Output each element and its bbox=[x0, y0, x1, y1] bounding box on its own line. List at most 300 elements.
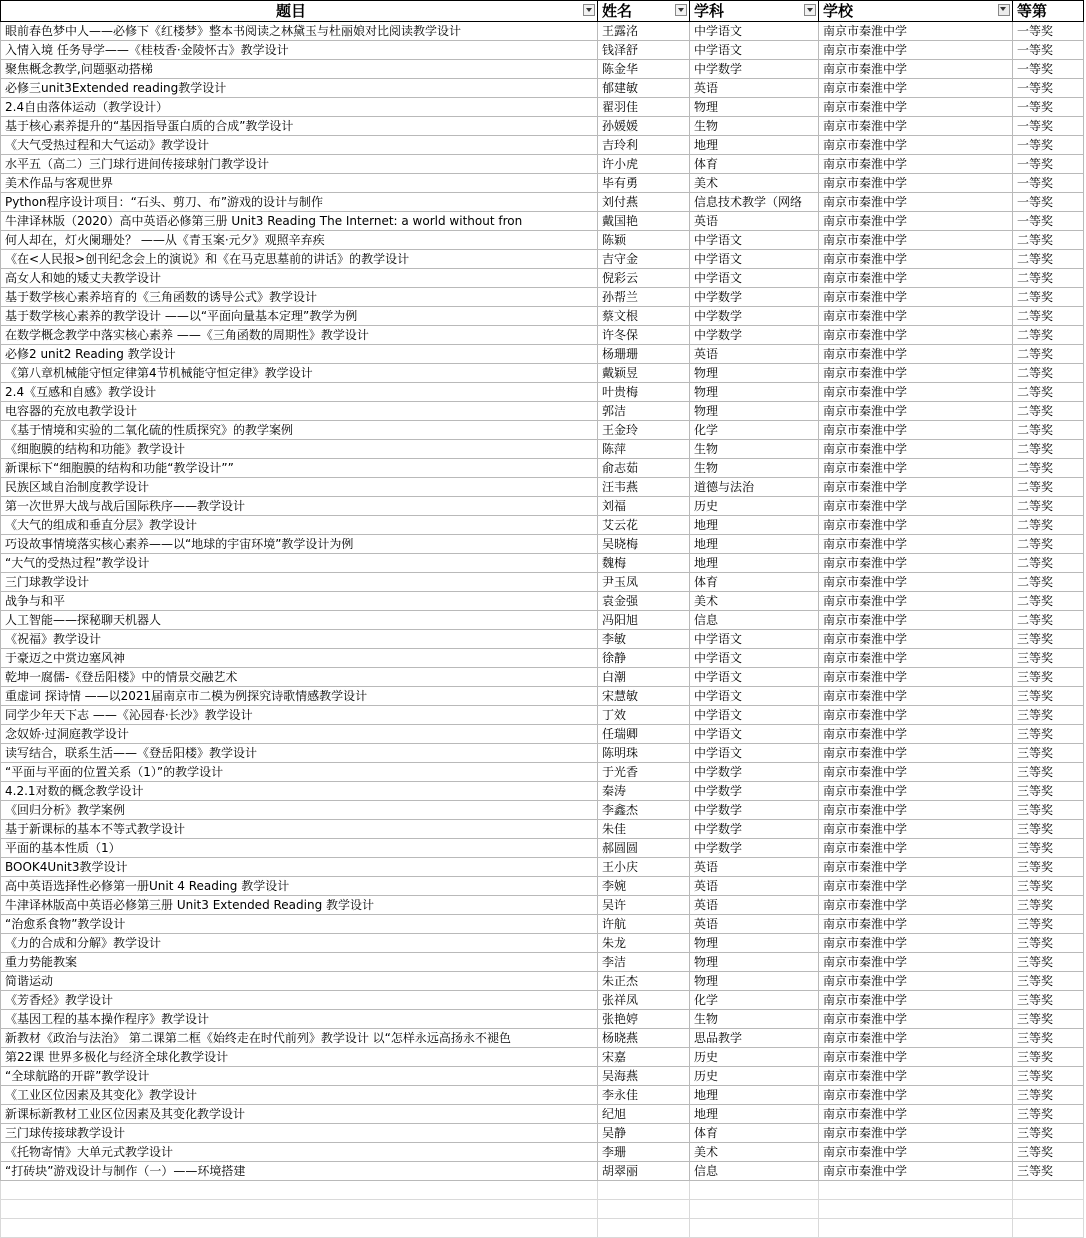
cell-title[interactable]: 三门球传接球教学设计 bbox=[1, 1124, 598, 1143]
empty-cell[interactable] bbox=[1, 1200, 598, 1219]
cell-title[interactable]: 平面的基本性质（1） bbox=[1, 839, 598, 858]
cell-name[interactable]: 吴许 bbox=[598, 896, 690, 915]
cell-subject[interactable]: 历史 bbox=[690, 497, 819, 516]
cell-name[interactable]: 张艳婷 bbox=[598, 1010, 690, 1029]
cell-name[interactable]: 毕有勇 bbox=[598, 174, 690, 193]
cell-school[interactable]: 南京市秦淮中学 bbox=[819, 649, 1013, 668]
cell-subject[interactable]: 生物 bbox=[690, 440, 819, 459]
cell-subject[interactable]: 美术 bbox=[690, 592, 819, 611]
cell-name[interactable]: 徐静 bbox=[598, 649, 690, 668]
cell-award[interactable]: 三等奖 bbox=[1013, 687, 1084, 706]
cell-title[interactable]: Python程序设计项目：“石头、剪刀、布”游戏的设计与制作 bbox=[1, 193, 598, 212]
cell-subject[interactable]: 历史 bbox=[690, 1048, 819, 1067]
cell-title[interactable]: 《在<人民报>创刊纪念会上的演说》和《在马克思墓前的讲话》的教学设计 bbox=[1, 250, 598, 269]
cell-school[interactable]: 南京市秦淮中学 bbox=[819, 79, 1013, 98]
cell-award[interactable]: 三等奖 bbox=[1013, 1086, 1084, 1105]
cell-name[interactable]: 冯阳旭 bbox=[598, 611, 690, 630]
cell-title[interactable]: BOOK4Unit3教学设计 bbox=[1, 858, 598, 877]
cell-award[interactable]: 一等奖 bbox=[1013, 98, 1084, 117]
cell-name[interactable]: 杨晓燕 bbox=[598, 1029, 690, 1048]
cell-award[interactable]: 三等奖 bbox=[1013, 1029, 1084, 1048]
cell-name[interactable]: 王小庆 bbox=[598, 858, 690, 877]
cell-school[interactable]: 南京市秦淮中学 bbox=[819, 611, 1013, 630]
cell-subject[interactable]: 信息技术教学（网络 bbox=[690, 193, 819, 212]
cell-award[interactable]: 一等奖 bbox=[1013, 155, 1084, 174]
cell-school[interactable]: 南京市秦淮中学 bbox=[819, 877, 1013, 896]
cell-award[interactable]: 二等奖 bbox=[1013, 288, 1084, 307]
cell-name[interactable]: 朱正杰 bbox=[598, 972, 690, 991]
cell-name[interactable]: 魏梅 bbox=[598, 554, 690, 573]
cell-title[interactable]: 《基因工程的基本操作程序》教学设计 bbox=[1, 1010, 598, 1029]
cell-award[interactable]: 三等奖 bbox=[1013, 668, 1084, 687]
cell-award[interactable]: 三等奖 bbox=[1013, 1010, 1084, 1029]
cell-name[interactable]: 孙媛媛 bbox=[598, 117, 690, 136]
cell-school[interactable]: 南京市秦淮中学 bbox=[819, 725, 1013, 744]
cell-school[interactable]: 南京市秦淮中学 bbox=[819, 22, 1013, 41]
cell-title[interactable]: “全球航路的开辟”教学设计 bbox=[1, 1067, 598, 1086]
cell-award[interactable]: 二等奖 bbox=[1013, 497, 1084, 516]
cell-school[interactable]: 南京市秦淮中学 bbox=[819, 364, 1013, 383]
cell-award[interactable]: 三等奖 bbox=[1013, 915, 1084, 934]
cell-subject[interactable]: 信息 bbox=[690, 1162, 819, 1181]
cell-award[interactable]: 三等奖 bbox=[1013, 820, 1084, 839]
cell-subject[interactable]: 美术 bbox=[690, 1143, 819, 1162]
cell-title[interactable]: 乾坤一腐儒-《登岳阳楼》中的情景交融艺术 bbox=[1, 668, 598, 687]
cell-award[interactable]: 二等奖 bbox=[1013, 364, 1084, 383]
cell-school[interactable]: 南京市秦淮中学 bbox=[819, 820, 1013, 839]
cell-award[interactable]: 一等奖 bbox=[1013, 60, 1084, 79]
cell-title[interactable]: 重虚词 探诗情 ——以2021届南京市二模为例探究诗歌情感教学设计 bbox=[1, 687, 598, 706]
cell-title[interactable]: 必修2 unit2 Reading 教学设计 bbox=[1, 345, 598, 364]
filter-active-icon[interactable] bbox=[998, 4, 1010, 16]
cell-title[interactable]: 重力势能教案 bbox=[1, 953, 598, 972]
cell-title[interactable]: 新课标新教材工业区位因素及其变化教学设计 bbox=[1, 1105, 598, 1124]
cell-name[interactable]: 翟羽佳 bbox=[598, 98, 690, 117]
cell-name[interactable]: 蔡文根 bbox=[598, 307, 690, 326]
cell-award[interactable]: 一等奖 bbox=[1013, 212, 1084, 231]
cell-school[interactable]: 南京市秦淮中学 bbox=[819, 402, 1013, 421]
cell-name[interactable]: 陈萍 bbox=[598, 440, 690, 459]
cell-school[interactable]: 南京市秦淮中学 bbox=[819, 269, 1013, 288]
cell-award[interactable]: 二等奖 bbox=[1013, 250, 1084, 269]
cell-school[interactable]: 南京市秦淮中学 bbox=[819, 554, 1013, 573]
cell-subject[interactable]: 英语 bbox=[690, 79, 819, 98]
cell-school[interactable]: 南京市秦淮中学 bbox=[819, 953, 1013, 972]
cell-subject[interactable]: 信息 bbox=[690, 611, 819, 630]
cell-subject[interactable]: 化学 bbox=[690, 421, 819, 440]
cell-subject[interactable]: 英语 bbox=[690, 212, 819, 231]
cell-school[interactable]: 南京市秦淮中学 bbox=[819, 1029, 1013, 1048]
cell-award[interactable]: 三等奖 bbox=[1013, 1105, 1084, 1124]
cell-subject[interactable]: 物理 bbox=[690, 972, 819, 991]
cell-award[interactable]: 二等奖 bbox=[1013, 516, 1084, 535]
cell-subject[interactable]: 物理 bbox=[690, 953, 819, 972]
cell-title[interactable]: 《基于情境和实验的二氧化硫的性质探究》的教学案例 bbox=[1, 421, 598, 440]
cell-award[interactable]: 二等奖 bbox=[1013, 611, 1084, 630]
cell-title[interactable]: 高中英语选择性必修第一册Unit 4 Reading 教学设计 bbox=[1, 877, 598, 896]
cell-name[interactable]: 许冬保 bbox=[598, 326, 690, 345]
cell-subject[interactable]: 中学语文 bbox=[690, 744, 819, 763]
cell-school[interactable]: 南京市秦淮中学 bbox=[819, 1010, 1013, 1029]
cell-title[interactable]: 基于核心素养提升的“基因指导蛋白质的合成”教学设计 bbox=[1, 117, 598, 136]
cell-name[interactable]: 丁效 bbox=[598, 706, 690, 725]
cell-school[interactable]: 南京市秦淮中学 bbox=[819, 136, 1013, 155]
cell-subject[interactable]: 中学数学 bbox=[690, 801, 819, 820]
cell-school[interactable]: 南京市秦淮中学 bbox=[819, 307, 1013, 326]
cell-title[interactable]: 美术作品与客观世界 bbox=[1, 174, 598, 193]
empty-cell[interactable] bbox=[1013, 1200, 1084, 1219]
cell-school[interactable]: 南京市秦淮中学 bbox=[819, 592, 1013, 611]
cell-name[interactable]: 郁建敏 bbox=[598, 79, 690, 98]
empty-cell[interactable] bbox=[598, 1219, 690, 1238]
cell-name[interactable]: 吴晓梅 bbox=[598, 535, 690, 554]
cell-title[interactable]: 水平五（高二）三门球行进间传接球射门教学设计 bbox=[1, 155, 598, 174]
empty-cell[interactable] bbox=[1013, 1219, 1084, 1238]
cell-subject[interactable]: 中学语文 bbox=[690, 630, 819, 649]
cell-subject[interactable]: 物理 bbox=[690, 934, 819, 953]
cell-award[interactable]: 三等奖 bbox=[1013, 1067, 1084, 1086]
cell-name[interactable]: 白潮 bbox=[598, 668, 690, 687]
cell-school[interactable]: 南京市秦淮中学 bbox=[819, 383, 1013, 402]
cell-school[interactable]: 南京市秦淮中学 bbox=[819, 934, 1013, 953]
cell-school[interactable]: 南京市秦淮中学 bbox=[819, 98, 1013, 117]
cell-award[interactable]: 一等奖 bbox=[1013, 117, 1084, 136]
cell-title[interactable]: 第22课 世界多极化与经济全球化教学设计 bbox=[1, 1048, 598, 1067]
cell-school[interactable]: 南京市秦淮中学 bbox=[819, 1105, 1013, 1124]
cell-title[interactable]: 基于新课标的基本不等式教学设计 bbox=[1, 820, 598, 839]
cell-subject[interactable]: 中学语文 bbox=[690, 649, 819, 668]
cell-name[interactable]: 许航 bbox=[598, 915, 690, 934]
cell-award[interactable]: 二等奖 bbox=[1013, 269, 1084, 288]
column-header-award[interactable] bbox=[1013, 1, 1084, 22]
cell-award[interactable]: 三等奖 bbox=[1013, 934, 1084, 953]
cell-school[interactable]: 南京市秦淮中学 bbox=[819, 744, 1013, 763]
cell-name[interactable]: 纪旭 bbox=[598, 1105, 690, 1124]
cell-school[interactable]: 南京市秦淮中学 bbox=[819, 839, 1013, 858]
cell-subject[interactable]: 中学数学 bbox=[690, 60, 819, 79]
cell-name[interactable]: 王金玲 bbox=[598, 421, 690, 440]
cell-school[interactable]: 南京市秦淮中学 bbox=[819, 440, 1013, 459]
cell-name[interactable]: 吉守金 bbox=[598, 250, 690, 269]
cell-subject[interactable]: 中学语文 bbox=[690, 231, 819, 250]
cell-award[interactable]: 二等奖 bbox=[1013, 307, 1084, 326]
cell-subject[interactable]: 中学数学 bbox=[690, 326, 819, 345]
cell-subject[interactable]: 地理 bbox=[690, 1105, 819, 1124]
cell-award[interactable]: 二等奖 bbox=[1013, 440, 1084, 459]
cell-title[interactable]: 简谐运动 bbox=[1, 972, 598, 991]
cell-name[interactable]: 俞志茹 bbox=[598, 459, 690, 478]
cell-school[interactable]: 南京市秦淮中学 bbox=[819, 801, 1013, 820]
cell-title[interactable]: 第一次世界大战与战后国际秩序——教学设计 bbox=[1, 497, 598, 516]
empty-cell[interactable] bbox=[819, 1181, 1013, 1200]
cell-name[interactable]: 陈颖 bbox=[598, 231, 690, 250]
cell-name[interactable]: 汪韦燕 bbox=[598, 478, 690, 497]
cell-school[interactable]: 南京市秦淮中学 bbox=[819, 896, 1013, 915]
cell-subject[interactable]: 中学数学 bbox=[690, 763, 819, 782]
cell-school[interactable]: 南京市秦淮中学 bbox=[819, 972, 1013, 991]
cell-name[interactable]: 李珊 bbox=[598, 1143, 690, 1162]
cell-school[interactable]: 南京市秦淮中学 bbox=[819, 1162, 1013, 1181]
cell-name[interactable]: 宋嘉 bbox=[598, 1048, 690, 1067]
cell-award[interactable]: 二等奖 bbox=[1013, 535, 1084, 554]
cell-title[interactable]: 《芳香烃》教学设计 bbox=[1, 991, 598, 1010]
filter-dropdown-icon[interactable] bbox=[675, 4, 687, 16]
empty-cell[interactable] bbox=[598, 1200, 690, 1219]
cell-title[interactable]: 巧设故事情境落实核心素养——以“地球的宇宙环境”教学设计为例 bbox=[1, 535, 598, 554]
cell-subject[interactable]: 物理 bbox=[690, 364, 819, 383]
cell-school[interactable]: 南京市秦淮中学 bbox=[819, 573, 1013, 592]
cell-school[interactable]: 南京市秦淮中学 bbox=[819, 497, 1013, 516]
cell-subject[interactable]: 中学数学 bbox=[690, 782, 819, 801]
cell-award[interactable]: 三等奖 bbox=[1013, 801, 1084, 820]
cell-subject[interactable]: 英语 bbox=[690, 915, 819, 934]
cell-title[interactable]: 何人却在，灯火阑珊处？ ——从《青玉案·元夕》观照辛弃疾 bbox=[1, 231, 598, 250]
cell-title[interactable]: 电容器的充放电教学设计 bbox=[1, 402, 598, 421]
cell-subject[interactable]: 生物 bbox=[690, 1010, 819, 1029]
cell-award[interactable]: 二等奖 bbox=[1013, 231, 1084, 250]
cell-name[interactable]: 郭洁 bbox=[598, 402, 690, 421]
cell-name[interactable]: 吴静 bbox=[598, 1124, 690, 1143]
cell-award[interactable]: 二等奖 bbox=[1013, 554, 1084, 573]
cell-award[interactable]: 三等奖 bbox=[1013, 896, 1084, 915]
cell-award[interactable]: 一等奖 bbox=[1013, 79, 1084, 98]
cell-award[interactable]: 二等奖 bbox=[1013, 383, 1084, 402]
cell-award[interactable]: 二等奖 bbox=[1013, 592, 1084, 611]
cell-award[interactable]: 三等奖 bbox=[1013, 1143, 1084, 1162]
cell-title[interactable]: 入情入境 任务导学——《桂枝香·金陵怀古》教学设计 bbox=[1, 41, 598, 60]
cell-subject[interactable]: 地理 bbox=[690, 535, 819, 554]
cell-award[interactable]: 一等奖 bbox=[1013, 41, 1084, 60]
cell-name[interactable]: 李洁 bbox=[598, 953, 690, 972]
cell-subject[interactable]: 中学语文 bbox=[690, 269, 819, 288]
cell-name[interactable]: 吉玲利 bbox=[598, 136, 690, 155]
cell-school[interactable]: 南京市秦淮中学 bbox=[819, 763, 1013, 782]
cell-award[interactable]: 一等奖 bbox=[1013, 174, 1084, 193]
cell-school[interactable]: 南京市秦淮中学 bbox=[819, 250, 1013, 269]
cell-name[interactable]: 刘付燕 bbox=[598, 193, 690, 212]
cell-school[interactable]: 南京市秦淮中学 bbox=[819, 212, 1013, 231]
cell-title[interactable]: 读写结合，联系生活——《登岳阳楼》教学设计 bbox=[1, 744, 598, 763]
cell-name[interactable]: 孙帮兰 bbox=[598, 288, 690, 307]
cell-title[interactable]: 聚焦概念教学,问题驱动搭梯 bbox=[1, 60, 598, 79]
cell-school[interactable]: 南京市秦淮中学 bbox=[819, 687, 1013, 706]
cell-school[interactable]: 南京市秦淮中学 bbox=[819, 706, 1013, 725]
cell-award[interactable]: 一等奖 bbox=[1013, 193, 1084, 212]
cell-name[interactable]: 陈明珠 bbox=[598, 744, 690, 763]
cell-title[interactable]: 三门球教学设计 bbox=[1, 573, 598, 592]
cell-award[interactable]: 三等奖 bbox=[1013, 839, 1084, 858]
cell-title[interactable]: 于豪迈之中赏边塞风神 bbox=[1, 649, 598, 668]
empty-cell[interactable] bbox=[690, 1181, 819, 1200]
cell-subject[interactable]: 中学数学 bbox=[690, 839, 819, 858]
cell-subject[interactable]: 地理 bbox=[690, 1086, 819, 1105]
cell-name[interactable]: 郝圆圆 bbox=[598, 839, 690, 858]
cell-name[interactable]: 艾云花 bbox=[598, 516, 690, 535]
cell-title[interactable]: 《力的合成和分解》教学设计 bbox=[1, 934, 598, 953]
cell-title[interactable]: 《大气的组成和垂直分层》教学设计 bbox=[1, 516, 598, 535]
empty-cell[interactable] bbox=[598, 1181, 690, 1200]
cell-award[interactable]: 二等奖 bbox=[1013, 459, 1084, 478]
cell-subject[interactable]: 思品教学 bbox=[690, 1029, 819, 1048]
cell-subject[interactable]: 英语 bbox=[690, 858, 819, 877]
cell-subject[interactable]: 地理 bbox=[690, 136, 819, 155]
cell-award[interactable]: 二等奖 bbox=[1013, 421, 1084, 440]
cell-title[interactable]: 牛津译林版高中英语必修第三册 Unit3 Extended Reading 教学设计 bbox=[1, 896, 598, 915]
cell-name[interactable]: 秦涛 bbox=[598, 782, 690, 801]
cell-subject[interactable]: 中学语文 bbox=[690, 22, 819, 41]
empty-cell[interactable] bbox=[690, 1219, 819, 1238]
cell-school[interactable]: 南京市秦淮中学 bbox=[819, 516, 1013, 535]
cell-name[interactable]: 胡翠丽 bbox=[598, 1162, 690, 1181]
cell-school[interactable]: 南京市秦淮中学 bbox=[819, 193, 1013, 212]
cell-award[interactable]: 二等奖 bbox=[1013, 345, 1084, 364]
cell-subject[interactable]: 物理 bbox=[690, 402, 819, 421]
cell-school[interactable]: 南京市秦淮中学 bbox=[819, 535, 1013, 554]
cell-award[interactable]: 二等奖 bbox=[1013, 326, 1084, 345]
cell-school[interactable]: 南京市秦淮中学 bbox=[819, 630, 1013, 649]
cell-title[interactable]: 《回归分析》教学案例 bbox=[1, 801, 598, 820]
cell-school[interactable]: 南京市秦淮中学 bbox=[819, 1143, 1013, 1162]
cell-school[interactable]: 南京市秦淮中学 bbox=[819, 1124, 1013, 1143]
cell-name[interactable]: 倪彩云 bbox=[598, 269, 690, 288]
cell-name[interactable]: 朱佳 bbox=[598, 820, 690, 839]
cell-subject[interactable]: 物理 bbox=[690, 383, 819, 402]
cell-award[interactable]: 三等奖 bbox=[1013, 972, 1084, 991]
cell-name[interactable]: 许小虎 bbox=[598, 155, 690, 174]
cell-title[interactable]: “大气的受热过程”教学设计 bbox=[1, 554, 598, 573]
cell-subject[interactable]: 体育 bbox=[690, 573, 819, 592]
cell-title[interactable]: “打砖块”游戏设计与制作（一）——环境搭建 bbox=[1, 1162, 598, 1181]
cell-title[interactable]: 牛津译林版（2020）高中英语必修第三册 Unit3 Reading The Internet: a world without fron bbox=[1, 212, 598, 231]
cell-award[interactable]: 三等奖 bbox=[1013, 1162, 1084, 1181]
cell-title[interactable]: “平面与平面的位置关系（1）”的教学设计 bbox=[1, 763, 598, 782]
cell-name[interactable]: 钱泽舒 bbox=[598, 41, 690, 60]
cell-subject[interactable]: 英语 bbox=[690, 896, 819, 915]
cell-award[interactable]: 三等奖 bbox=[1013, 706, 1084, 725]
cell-name[interactable]: 尹玉凤 bbox=[598, 573, 690, 592]
cell-school[interactable]: 南京市秦淮中学 bbox=[819, 782, 1013, 801]
cell-title[interactable]: 同学少年天下志 ——《沁园春·长沙》教学设计 bbox=[1, 706, 598, 725]
cell-name[interactable]: 叶贵梅 bbox=[598, 383, 690, 402]
cell-school[interactable]: 南京市秦淮中学 bbox=[819, 231, 1013, 250]
cell-subject[interactable]: 物理 bbox=[690, 98, 819, 117]
cell-award[interactable]: 三等奖 bbox=[1013, 877, 1084, 896]
empty-cell[interactable] bbox=[819, 1200, 1013, 1219]
cell-school[interactable]: 南京市秦淮中学 bbox=[819, 421, 1013, 440]
cell-title[interactable]: “治愈系食物”教学设计 bbox=[1, 915, 598, 934]
cell-award[interactable]: 三等奖 bbox=[1013, 744, 1084, 763]
cell-school[interactable]: 南京市秦淮中学 bbox=[819, 345, 1013, 364]
cell-subject[interactable]: 生物 bbox=[690, 117, 819, 136]
cell-award[interactable]: 一等奖 bbox=[1013, 136, 1084, 155]
cell-title[interactable]: 高女人和她的矮丈夫教学设计 bbox=[1, 269, 598, 288]
cell-school[interactable]: 南京市秦淮中学 bbox=[819, 60, 1013, 79]
cell-school[interactable]: 南京市秦淮中学 bbox=[819, 858, 1013, 877]
cell-title[interactable]: 基于数学核心素养培育的《三角函数的诱导公式》教学设计 bbox=[1, 288, 598, 307]
cell-school[interactable]: 南京市秦淮中学 bbox=[819, 326, 1013, 345]
cell-title[interactable]: 念奴娇·过洞庭教学设计 bbox=[1, 725, 598, 744]
cell-title[interactable]: 人工智能——探秘聊天机器人 bbox=[1, 611, 598, 630]
cell-school[interactable]: 南京市秦淮中学 bbox=[819, 459, 1013, 478]
cell-school[interactable]: 南京市秦淮中学 bbox=[819, 288, 1013, 307]
cell-name[interactable]: 袁金强 bbox=[598, 592, 690, 611]
empty-cell[interactable] bbox=[1013, 1181, 1084, 1200]
column-header-school[interactable] bbox=[819, 1, 1013, 22]
cell-title[interactable]: 2.4《互感和自感》教学设计 bbox=[1, 383, 598, 402]
cell-subject[interactable]: 化学 bbox=[690, 991, 819, 1010]
cell-award[interactable]: 一等奖 bbox=[1013, 22, 1084, 41]
cell-name[interactable]: 戴国艳 bbox=[598, 212, 690, 231]
cell-subject[interactable]: 生物 bbox=[690, 459, 819, 478]
cell-title[interactable]: 《工业区位因素及其变化》教学设计 bbox=[1, 1086, 598, 1105]
cell-title[interactable]: 4.2.1对数的概念教学设计 bbox=[1, 782, 598, 801]
cell-school[interactable]: 南京市秦淮中学 bbox=[819, 915, 1013, 934]
cell-subject[interactable]: 中学语文 bbox=[690, 668, 819, 687]
cell-name[interactable]: 王露洺 bbox=[598, 22, 690, 41]
cell-name[interactable]: 张祥凤 bbox=[598, 991, 690, 1010]
cell-name[interactable]: 宋慧敏 bbox=[598, 687, 690, 706]
empty-cell[interactable] bbox=[1, 1181, 598, 1200]
cell-title[interactable]: 《大气受热过程和大气运动》教学设计 bbox=[1, 136, 598, 155]
cell-subject[interactable]: 英语 bbox=[690, 345, 819, 364]
cell-title[interactable]: 《第八章机械能守恒定律第4节机械能守恒定律》教学设计 bbox=[1, 364, 598, 383]
cell-subject[interactable]: 中学数学 bbox=[690, 288, 819, 307]
cell-school[interactable]: 南京市秦淮中学 bbox=[819, 117, 1013, 136]
cell-award[interactable]: 三等奖 bbox=[1013, 630, 1084, 649]
cell-school[interactable]: 南京市秦淮中学 bbox=[819, 991, 1013, 1010]
cell-award[interactable]: 三等奖 bbox=[1013, 1124, 1084, 1143]
cell-title[interactable]: 眼前春色梦中人——必修下《红楼梦》整本书阅读之林黛玉与杜丽娘对比阅读教学设计 bbox=[1, 22, 598, 41]
cell-subject[interactable]: 体育 bbox=[690, 155, 819, 174]
cell-name[interactable]: 吴海燕 bbox=[598, 1067, 690, 1086]
cell-subject[interactable]: 中学语文 bbox=[690, 687, 819, 706]
cell-name[interactable]: 戴颖昱 bbox=[598, 364, 690, 383]
empty-cell[interactable] bbox=[690, 1200, 819, 1219]
cell-school[interactable]: 南京市秦淮中学 bbox=[819, 1086, 1013, 1105]
cell-title[interactable]: 2.4自由落体运动（教学设计） bbox=[1, 98, 598, 117]
filter-dropdown-icon[interactable] bbox=[804, 4, 816, 16]
cell-name[interactable]: 李敏 bbox=[598, 630, 690, 649]
cell-subject[interactable]: 地理 bbox=[690, 554, 819, 573]
cell-award[interactable]: 二等奖 bbox=[1013, 402, 1084, 421]
cell-name[interactable]: 朱龙 bbox=[598, 934, 690, 953]
column-header-subject[interactable] bbox=[690, 1, 819, 22]
cell-name[interactable]: 于光香 bbox=[598, 763, 690, 782]
cell-subject[interactable]: 地理 bbox=[690, 516, 819, 535]
cell-subject[interactable]: 中学语文 bbox=[690, 725, 819, 744]
cell-title[interactable]: 新课标下“细胞膜的结构和功能“教学设计”” bbox=[1, 459, 598, 478]
cell-name[interactable]: 刘福 bbox=[598, 497, 690, 516]
empty-cell[interactable] bbox=[1, 1219, 598, 1238]
cell-award[interactable]: 三等奖 bbox=[1013, 649, 1084, 668]
cell-school[interactable]: 南京市秦淮中学 bbox=[819, 668, 1013, 687]
cell-name[interactable]: 任瑞卿 bbox=[598, 725, 690, 744]
filter-dropdown-icon[interactable] bbox=[583, 4, 595, 16]
cell-title[interactable]: 新教材《政治与法治》 第二课第二框《始终走在时代前列》教学设计 以“怎样永远高扬永不褪色 bbox=[1, 1029, 598, 1048]
cell-subject[interactable]: 中学数学 bbox=[690, 307, 819, 326]
cell-name[interactable]: 李永佳 bbox=[598, 1086, 690, 1105]
empty-cell[interactable] bbox=[819, 1219, 1013, 1238]
cell-award[interactable]: 三等奖 bbox=[1013, 763, 1084, 782]
cell-title[interactable]: 民族区域自治制度教学设计 bbox=[1, 478, 598, 497]
cell-subject[interactable]: 美术 bbox=[690, 174, 819, 193]
column-header-name[interactable] bbox=[598, 1, 690, 22]
cell-title[interactable]: 在数学概念教学中落实核心素养 ——《三角函数的周期性》教学设计 bbox=[1, 326, 598, 345]
cell-school[interactable]: 南京市秦淮中学 bbox=[819, 478, 1013, 497]
cell-name[interactable]: 李鑫杰 bbox=[598, 801, 690, 820]
cell-school[interactable]: 南京市秦淮中学 bbox=[819, 41, 1013, 60]
cell-name[interactable]: 杨珊珊 bbox=[598, 345, 690, 364]
